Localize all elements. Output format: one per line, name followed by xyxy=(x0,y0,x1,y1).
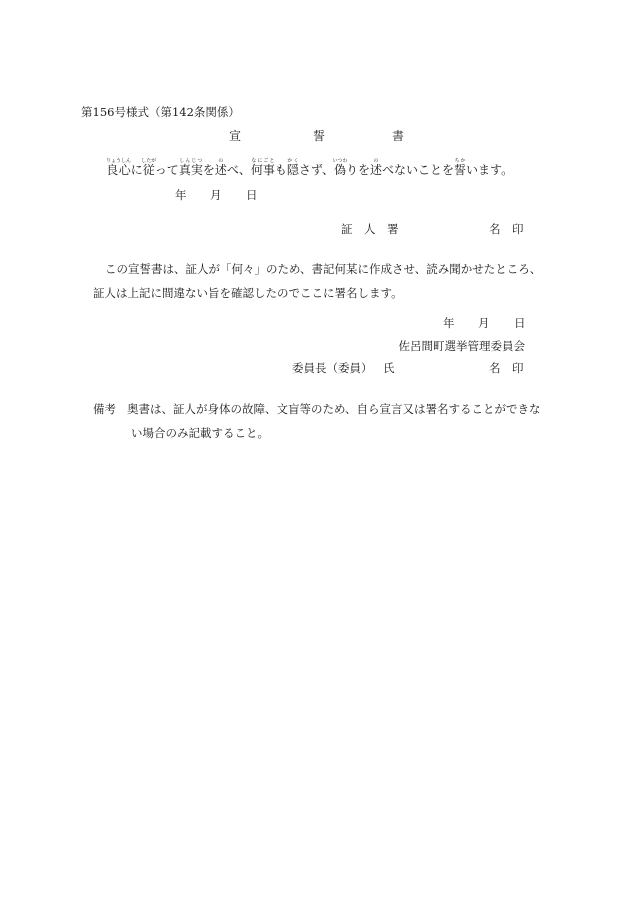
oath-text-segment: を xyxy=(202,163,215,177)
oath-word: 述 xyxy=(370,163,383,177)
oath-text-segment: べないことを xyxy=(382,163,455,177)
endorsement-line-2: 証人は上記に間違ない旨を確認したのでここに署名します。 xyxy=(93,286,403,300)
oath-word: 何事 xyxy=(250,163,275,177)
endorsement-date xyxy=(0,317,630,333)
title-char-1: 宣 xyxy=(229,129,242,143)
oath-word-reading: の xyxy=(214,158,227,164)
remarks-label: 備考 xyxy=(93,402,116,416)
title-char-3: 書 xyxy=(392,129,405,143)
oath-word-with-reading xyxy=(286,158,299,177)
oath-word-reading: ちか xyxy=(454,158,467,164)
oath-word: 良心 xyxy=(106,163,132,177)
endorsement-line-1: この宣誓書は、証人が「何々」のため、書記何某に作成させ、読み聞かせたところ、 xyxy=(105,262,542,276)
oath-word: 真実 xyxy=(178,163,203,177)
endorsement-paragraph xyxy=(93,257,563,305)
oath-word-with-reading xyxy=(250,158,275,177)
oath-word-with-reading xyxy=(370,158,383,177)
witness-signature-line xyxy=(0,223,630,239)
remarks-note xyxy=(93,397,563,445)
oath-date-month: 月 xyxy=(210,188,222,202)
remarks-line-2: い場合のみ記載すること。 xyxy=(131,426,269,440)
document-title xyxy=(0,129,630,145)
oath-word-with-reading xyxy=(332,158,348,177)
endorsement-date-month: 月 xyxy=(478,316,490,330)
oath-word: 誓 xyxy=(454,163,467,177)
committee-name: 佐呂間町選挙管理委員会 xyxy=(398,339,525,353)
oath-date xyxy=(0,189,630,205)
oath-word-with-reading xyxy=(106,158,132,177)
endorsement-date-year: 年 xyxy=(443,316,455,330)
oath-word-reading: の xyxy=(370,158,383,164)
chair-name-seal: 名 印 xyxy=(489,361,524,375)
form-number-label: 第156号様式（第142条関係） xyxy=(81,105,240,119)
oath-date-year: 年 xyxy=(175,188,187,202)
oath-word-with-reading xyxy=(178,158,203,177)
oath-text-segment: も xyxy=(274,163,287,177)
remarks-line-1: 奥書は、証人が身体の故障、文盲等のため、自ら宣言又は署名することができな xyxy=(127,402,541,416)
endorsement-date-day: 日 xyxy=(514,316,526,330)
oath-text-segment: べ、 xyxy=(226,163,251,177)
chair-title: 委員長（委員） xyxy=(292,361,373,375)
oath-word: 偽 xyxy=(332,163,348,177)
oath-text-segment: って xyxy=(154,163,179,177)
oath-date-day: 日 xyxy=(246,188,258,202)
oath-text-segment: います。 xyxy=(466,163,514,177)
witness-name-seal: 名 印 xyxy=(489,222,524,236)
oath-word-reading: しんじつ xyxy=(178,158,203,164)
oath-word-with-reading xyxy=(454,158,467,177)
oath-word: 隠 xyxy=(286,163,299,177)
oath-word-reading: かく xyxy=(286,158,299,164)
oath-word-reading: いつわ xyxy=(332,158,348,164)
oath-word-reading: したが xyxy=(141,158,157,164)
oath-word: 従 xyxy=(141,163,157,177)
oath-text-segment: りを xyxy=(345,163,370,177)
oath-word: 述 xyxy=(214,163,227,177)
oath-word-reading: なにごと xyxy=(250,158,275,164)
oath-word-reading: りょうしん xyxy=(106,158,132,164)
oath-text xyxy=(106,158,513,177)
oath-word-with-reading xyxy=(141,158,157,177)
chair-surname-label: 氏 xyxy=(383,361,395,375)
oath-text-segment: さず、 xyxy=(298,163,334,177)
chair-signature-line xyxy=(0,362,630,378)
oath-text-segment: に xyxy=(130,163,143,177)
witness-signature-label: 証 人 署 xyxy=(341,222,399,236)
title-char-2: 誓 xyxy=(313,129,326,143)
oath-word-with-reading xyxy=(214,158,227,177)
